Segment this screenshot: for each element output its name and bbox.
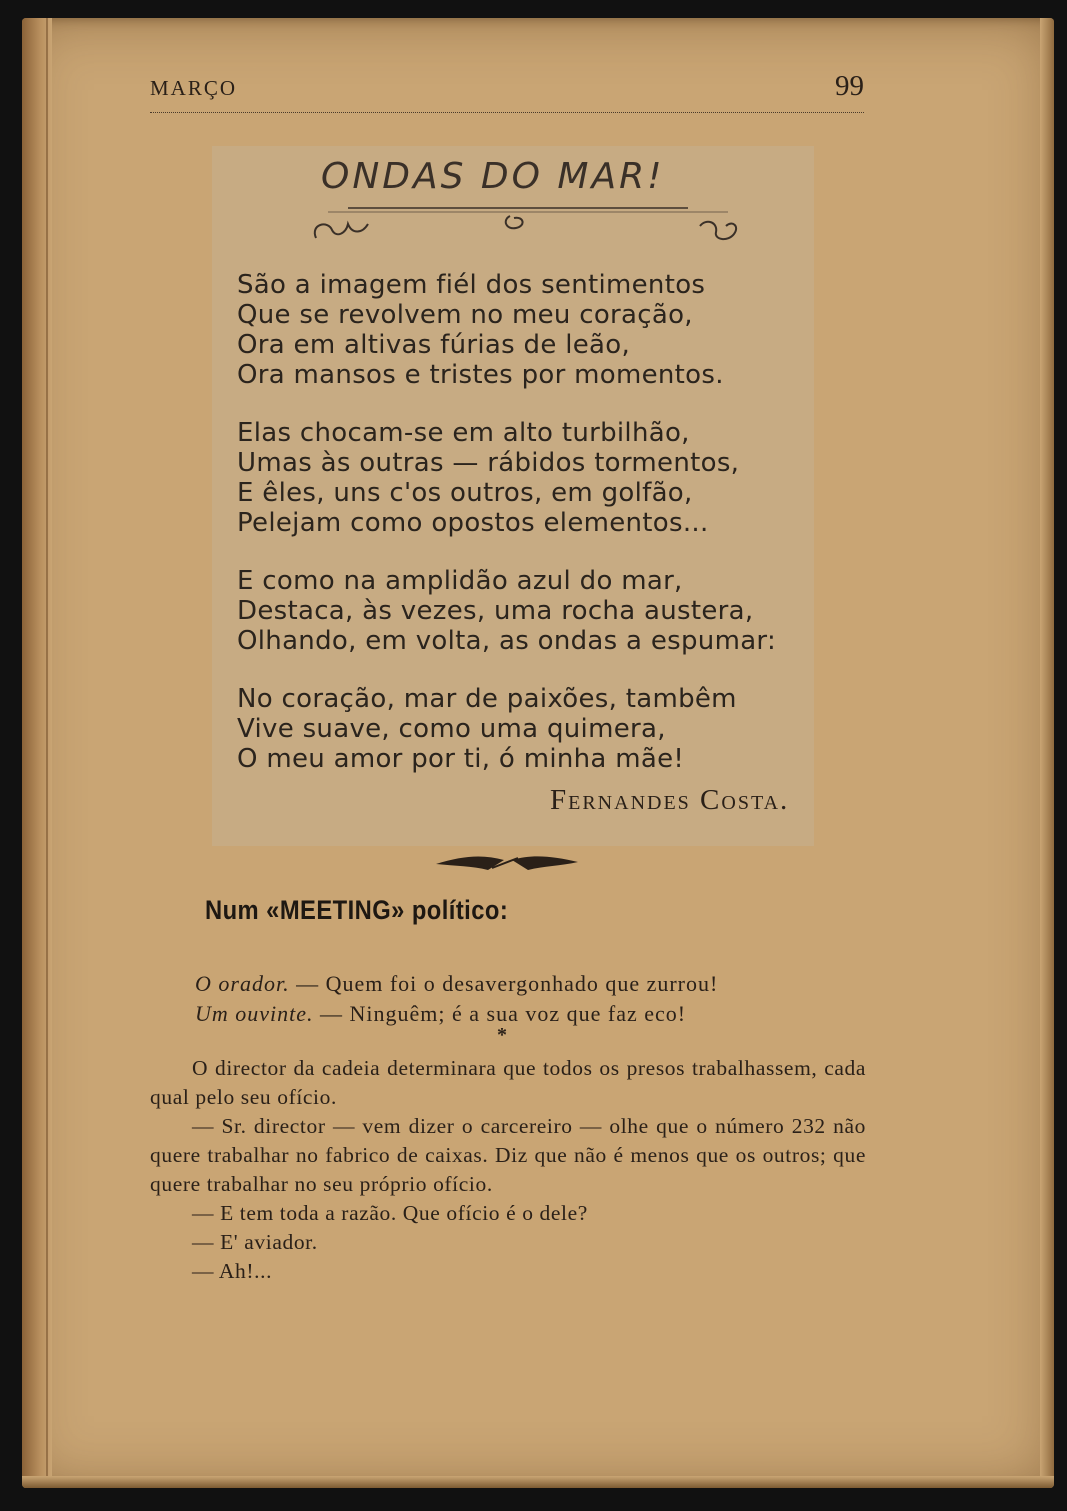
- anecdote-line: — E' aviador.: [192, 1230, 318, 1254]
- poem-line: São a imagem fiél dos sentimentos: [237, 270, 706, 300]
- page-right-edge: [1040, 18, 1054, 1488]
- dialogue-line: [195, 971, 718, 997]
- dialogue-line: [195, 1001, 686, 1027]
- poem-line: Pelejam como opostos elementos...: [237, 508, 709, 538]
- poem-line: Ora em altivas fúrias de leão,: [237, 330, 631, 360]
- poem-line: E êles, uns c'os outros, em golfão,: [237, 478, 693, 508]
- poem-line: Ora mansos e tristes por momentos.: [237, 360, 724, 390]
- poem-line: E como na amplidão azul do mar,: [237, 566, 683, 596]
- poem-line: Destaca, às vezes, uma rocha austera,: [237, 596, 754, 626]
- speaker-label: Um ouvinte.: [195, 1001, 314, 1026]
- anecdote-intro: O director da cadeia determinara que todos os presos trabalhassem, cada qual pelo seu ofício.: [150, 1056, 866, 1109]
- anecdote-line: — Ah!...: [192, 1259, 273, 1283]
- poem-author: Fernandes Costa.: [550, 784, 790, 816]
- dialogue-text: — Ninguêm; é a sua voz que faz eco!: [320, 1001, 687, 1026]
- poem-line: O meu amor por ti, ó minha mãe!: [237, 744, 685, 774]
- poem-line: No coração, mar de paixões, tambêm: [237, 684, 737, 714]
- running-header: [150, 70, 864, 113]
- flourish-ornament-icon: [288, 194, 758, 250]
- poem-line: Vive suave, como uma quimera,: [237, 714, 666, 744]
- poem-title: ONDAS DO MAR!: [321, 156, 665, 197]
- poem-line: Elas chocam-se em alto turbilhão,: [237, 418, 690, 448]
- dialogue-text: — Quem foi o desavergonhado que zurrou!: [296, 971, 719, 996]
- speaker-label: O orador.: [195, 971, 290, 996]
- anecdote-line: — E tem toda a razão. Que ofício é o dele?: [192, 1201, 588, 1225]
- section-heading: Num «MEETING» político:: [205, 895, 509, 925]
- spine-stitching: [46, 18, 48, 1488]
- anecdote-text: [150, 1054, 866, 1286]
- month-label: MARÇO: [150, 76, 238, 100]
- poem-line: Olhando, em volta, as ondas a espumar:: [237, 626, 777, 656]
- asterisk-separator: *: [497, 1024, 507, 1046]
- divider-ornament-icon: [432, 842, 582, 882]
- poem-line: Umas às outras — rábidos tormentos,: [237, 448, 740, 478]
- page-number: 99: [835, 70, 864, 102]
- page-bottom-edge: [22, 1476, 1054, 1488]
- poem-line: Que se revolvem no meu coração,: [237, 300, 693, 330]
- anecdote-reply: — Sr. director — vem dizer o carcereiro — olhe que o número 232 não quere trabalhar no fabrico de caixas. Diz que não é menos que os outros; que quere trabalhar no seu próprio ofício.: [150, 1114, 866, 1196]
